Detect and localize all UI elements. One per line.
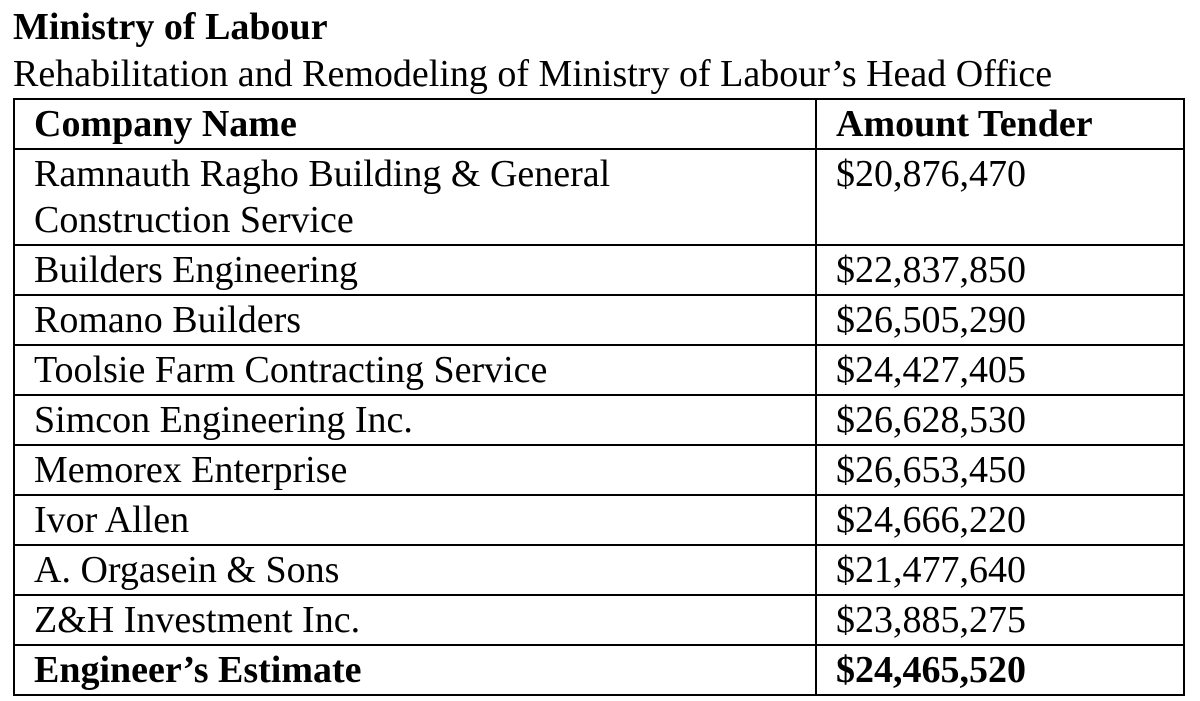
amount-cell: $22,837,850 — [816, 245, 1184, 295]
tender-document — [13, 4, 1183, 696]
table-row — [14, 149, 1184, 245]
header-amount-tender: Amount Tender — [816, 99, 1184, 149]
table-row — [14, 545, 1184, 595]
amount-cell: $24,427,405 — [816, 345, 1184, 395]
table-row — [14, 495, 1184, 545]
company-name-cell: Romano Builders — [14, 295, 816, 345]
amount-cell: $26,653,450 — [816, 445, 1184, 495]
header-company-name: Company Name — [14, 99, 816, 149]
company-name-cell: Ivor Allen — [14, 495, 816, 545]
engineers-estimate-amount: $24,465,520 — [816, 645, 1184, 695]
table-row — [14, 245, 1184, 295]
table-header-row — [14, 99, 1184, 149]
amount-cell: $20,876,470 — [816, 149, 1184, 245]
amount-cell: $26,505,290 — [816, 295, 1184, 345]
company-name-cell: Simcon Engineering Inc. — [14, 395, 816, 445]
tender-table — [13, 98, 1185, 696]
amount-cell: $24,666,220 — [816, 495, 1184, 545]
amount-cell: $23,885,275 — [816, 595, 1184, 645]
company-name-cell: Ramnauth Ragho Building & General Construction Service — [14, 149, 816, 245]
table-row — [14, 345, 1184, 395]
amount-cell: $26,628,530 — [816, 395, 1184, 445]
amount-cell: $21,477,640 — [816, 545, 1184, 595]
table-row — [14, 445, 1184, 495]
table-row — [14, 595, 1184, 645]
table-row — [14, 295, 1184, 345]
company-name-cell: Builders Engineering — [14, 245, 816, 295]
company-name-cell: A. Orgasein & Sons — [14, 545, 816, 595]
company-name-cell: Memorex Enterprise — [14, 445, 816, 495]
company-name-cell: Z&H Investment Inc. — [14, 595, 816, 645]
document-subtitle: Rehabilitation and Remodeling of Ministry of Labour’s Head Office — [13, 53, 1053, 95]
company-name-cell: Toolsie Farm Contracting Service — [14, 345, 816, 395]
engineers-estimate-label: Engineer’s Estimate — [14, 645, 816, 695]
engineers-estimate-row — [14, 645, 1184, 695]
document-title: Ministry of Labour — [13, 6, 328, 48]
table-row — [14, 395, 1184, 445]
